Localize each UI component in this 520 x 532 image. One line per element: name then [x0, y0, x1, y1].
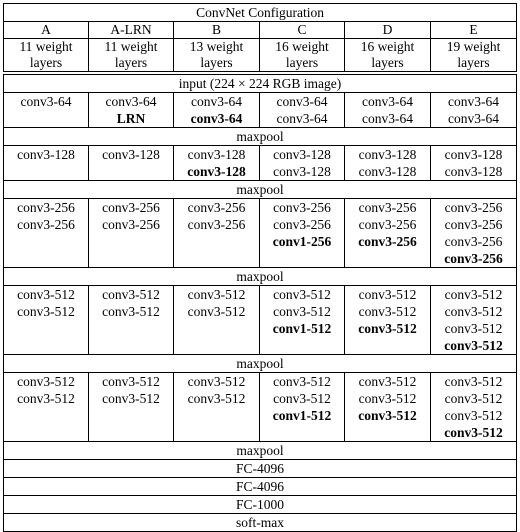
layer-label: conv3-512 — [273, 304, 331, 319]
layer-label: conv3-64 — [362, 111, 413, 126]
maxpool-label: maxpool — [4, 181, 517, 199]
config-depth — [345, 39, 431, 72]
convnet-config-table — [3, 3, 517, 532]
layer-cell — [174, 93, 260, 128]
tail-row — [4, 496, 517, 514]
layer-label: conv3-256 — [444, 200, 503, 215]
layer-cell — [431, 93, 517, 128]
layer-label: conv3-128 — [444, 164, 503, 179]
layer-cell — [89, 286, 174, 355]
config-name: D — [345, 22, 431, 39]
tail-layer-label: FC-4096 — [4, 460, 517, 478]
config-depth — [89, 39, 174, 72]
layer-cell — [345, 146, 431, 181]
layer-block-row — [4, 286, 517, 355]
pool-row — [4, 355, 517, 373]
layer-label: conv3-512 — [187, 391, 246, 406]
layer-cell — [431, 286, 517, 355]
layer-cell — [89, 373, 174, 442]
layer-cell — [260, 199, 345, 268]
layer-label: conv3-512 — [17, 374, 75, 389]
config-depth — [174, 39, 260, 72]
depth-line: 11 weight — [19, 39, 73, 54]
layer-label: conv3-256 — [187, 217, 246, 232]
layer-cell — [260, 146, 345, 181]
layer-cell — [345, 93, 431, 128]
layer-label: conv3-64 — [190, 111, 243, 126]
layer-label: conv3-128 — [102, 147, 160, 162]
layer-label: conv3-512 — [273, 374, 331, 389]
maxpool-label: maxpool — [4, 442, 517, 460]
config-name: A — [4, 22, 89, 39]
layer-label: conv3-64 — [191, 94, 242, 109]
tail-row — [4, 478, 517, 496]
layer-label: conv3-256 — [102, 200, 160, 215]
layer-label: conv3-512 — [444, 391, 503, 406]
depth-line: 16 weight — [360, 39, 415, 54]
layer-label: conv3-512 — [187, 374, 246, 389]
layer-label: conv3-512 — [444, 338, 503, 353]
layer-label: conv3-512 — [17, 304, 75, 319]
maxpool-label: maxpool — [4, 128, 517, 146]
layer-block-row — [4, 93, 517, 128]
tail-layer-label: FC-1000 — [4, 496, 517, 514]
layer-label: conv3-256 — [102, 217, 160, 232]
depth-line: 16 weight — [275, 39, 329, 54]
layer-label: conv3-512 — [358, 321, 417, 336]
layer-label: conv3-512 — [102, 304, 160, 319]
pool-row — [4, 442, 517, 460]
layer-label: conv3-256 — [17, 200, 75, 215]
layer-label: conv3-256 — [273, 200, 331, 215]
title-row — [4, 4, 517, 22]
layer-cell — [345, 373, 431, 442]
layer-label: conv3-512 — [187, 287, 246, 302]
layer-cell — [4, 93, 89, 128]
config-depth-row — [4, 39, 517, 72]
layer-label: conv3-128 — [273, 164, 331, 179]
layer-label: conv3-512 — [358, 287, 417, 302]
depth-line: layers — [29, 55, 63, 70]
layer-label: conv3-128 — [17, 147, 75, 162]
layer-cell — [174, 373, 260, 442]
tail-row — [4, 460, 517, 478]
table-title: ConvNet Configuration — [4, 4, 517, 22]
pool-row — [4, 268, 517, 286]
layer-label: conv3-512 — [273, 391, 331, 406]
layer-label: conv3-128 — [187, 147, 246, 162]
layer-block-row — [4, 373, 517, 442]
layer-label: conv3-256 — [444, 234, 503, 249]
depth-line: layers — [457, 55, 490, 70]
layer-cell — [89, 199, 174, 268]
layer-label: conv3-512 — [17, 391, 75, 406]
depth-line: layers — [371, 55, 404, 70]
layer-label: conv3-512 — [444, 374, 503, 389]
depth-line: layers — [285, 55, 319, 70]
layer-block-row — [4, 146, 517, 181]
depth-line: 13 weight — [189, 39, 244, 54]
input-row — [4, 75, 517, 93]
layer-label: conv3-256 — [17, 217, 75, 232]
layer-label: conv3-256 — [444, 251, 503, 266]
layer-cell — [345, 199, 431, 268]
layer-label: conv3-512 — [444, 304, 503, 319]
layer-label: conv3-512 — [444, 321, 503, 336]
maxpool-label: maxpool — [4, 355, 517, 373]
config-name: B — [174, 22, 260, 39]
depth-line: layers — [200, 55, 233, 70]
layer-cell — [174, 146, 260, 181]
layer-label: conv3-512 — [102, 287, 160, 302]
layer-cell — [174, 286, 260, 355]
layer-label: conv3-64 — [20, 94, 72, 109]
maxpool-label: maxpool — [4, 268, 517, 286]
pool-row — [4, 181, 517, 199]
layer-label: conv3-256 — [187, 200, 246, 215]
layer-cell — [345, 286, 431, 355]
layer-label: conv3-512 — [102, 374, 160, 389]
layer-label: conv3-512 — [444, 408, 503, 423]
config-name: A-LRN — [89, 22, 174, 39]
tail-layer-label: soft-max — [4, 514, 517, 532]
config-depth — [260, 39, 345, 72]
tail-row — [4, 514, 517, 532]
tail-layer-label: FC-4096 — [4, 478, 517, 496]
layer-label: conv1-512 — [272, 321, 332, 336]
config-depth — [431, 39, 517, 72]
pool-row — [4, 128, 517, 146]
layer-label: conv3-512 — [444, 425, 503, 440]
layer-label: conv3-256 — [358, 200, 417, 215]
depth-line: 11 weight — [104, 39, 158, 54]
layer-cell — [431, 199, 517, 268]
layer-label: conv3-128 — [358, 147, 417, 162]
layer-label: conv3-256 — [358, 217, 417, 232]
layer-label: conv3-512 — [444, 287, 503, 302]
layer-cell — [4, 286, 89, 355]
depth-line: layers — [114, 55, 148, 70]
layer-label: conv3-64 — [276, 111, 328, 126]
layer-label: conv3-128 — [187, 164, 246, 179]
layer-label: conv3-64 — [105, 94, 157, 109]
config-name: E — [431, 22, 517, 39]
layer-label: conv3-512 — [273, 287, 331, 302]
layer-block-row — [4, 199, 517, 268]
layer-cell — [431, 146, 517, 181]
layer-cell — [89, 146, 174, 181]
input-label: input (224 × 224 RGB image) — [4, 75, 517, 93]
config-name: C — [260, 22, 345, 39]
layer-label: conv3-512 — [102, 391, 160, 406]
layer-label: conv3-64 — [362, 94, 413, 109]
config-name-row — [4, 22, 517, 39]
depth-line: 19 weight — [446, 39, 501, 54]
layer-label: conv3-64 — [448, 111, 500, 126]
layer-label: conv3-128 — [358, 164, 417, 179]
layer-cell — [260, 286, 345, 355]
layer-label: conv3-512 — [358, 408, 417, 423]
layer-label: conv3-128 — [273, 147, 331, 162]
config-depth — [4, 39, 89, 72]
layer-label: conv1-256 — [272, 234, 332, 249]
layer-cell — [260, 373, 345, 442]
layer-label: conv3-128 — [444, 147, 503, 162]
table-body — [4, 4, 517, 532]
layer-label: conv3-64 — [448, 94, 500, 109]
layer-cell — [431, 373, 517, 442]
layer-label: conv3-512 — [187, 304, 246, 319]
layer-label: LRN — [116, 111, 146, 126]
layer-cell — [260, 93, 345, 128]
layer-label: conv3-64 — [276, 94, 328, 109]
layer-cell — [4, 373, 89, 442]
layer-label: conv3-256 — [358, 234, 417, 249]
layer-label: conv3-256 — [444, 217, 503, 232]
layer-cell — [4, 199, 89, 268]
layer-label: conv1-512 — [272, 408, 332, 423]
layer-label: conv3-512 — [358, 304, 417, 319]
layer-label: conv3-512 — [358, 391, 417, 406]
layer-label: conv3-512 — [358, 374, 417, 389]
layer-label: conv3-256 — [273, 217, 331, 232]
layer-label: conv3-512 — [17, 287, 75, 302]
layer-cell — [174, 199, 260, 268]
layer-cell — [89, 93, 174, 128]
layer-cell — [4, 146, 89, 181]
